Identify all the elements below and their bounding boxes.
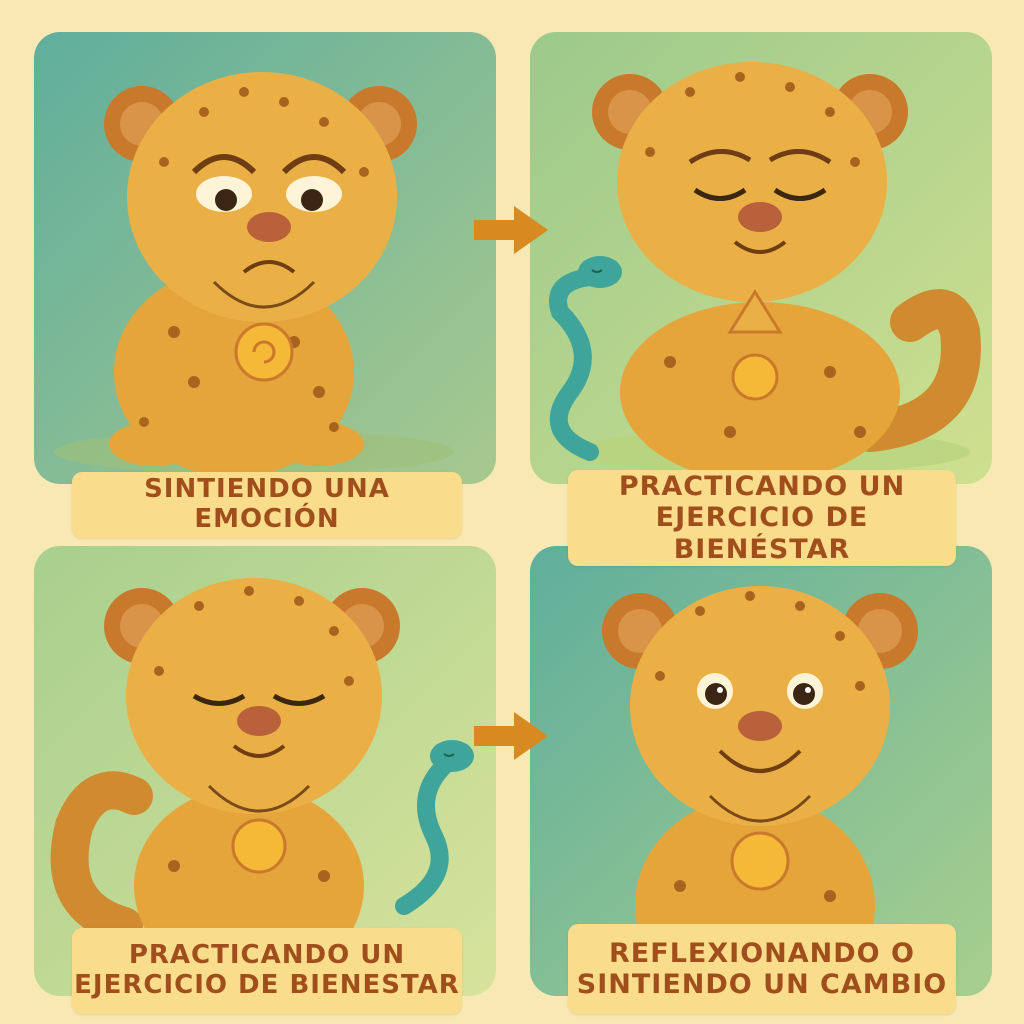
caption-line: REFLEXIONANDO O xyxy=(609,937,915,969)
caption-practicing-exercise xyxy=(568,470,956,566)
caption-reflecting-change xyxy=(568,924,956,1014)
panel-feeling-emotion xyxy=(34,32,496,484)
arrow-right-icon-2 xyxy=(470,706,552,766)
caption-feeling-emotion xyxy=(72,472,462,538)
caption-line: PRACTICANDO UN xyxy=(128,940,406,971)
panel-practicing-exercise xyxy=(530,32,992,484)
caption-line: EJERCICIO DE BIENÉSTAR xyxy=(655,502,869,565)
arrow-right-icon xyxy=(470,200,552,260)
sad-jaguar-illustration xyxy=(34,32,496,484)
caption-line: PRACTICANDO UN xyxy=(618,471,906,503)
meditating-jaguar-illustration xyxy=(530,32,992,484)
caption-line: EJERCICIO DE BIENESTAR xyxy=(74,970,460,1000)
caption-line: SINTIENDO UN CAMBIO xyxy=(576,969,948,1000)
caption-line: SINTIENDO UNA EMOCIÓN xyxy=(144,474,390,534)
caption-practicing-exercise-2 xyxy=(72,928,462,1014)
